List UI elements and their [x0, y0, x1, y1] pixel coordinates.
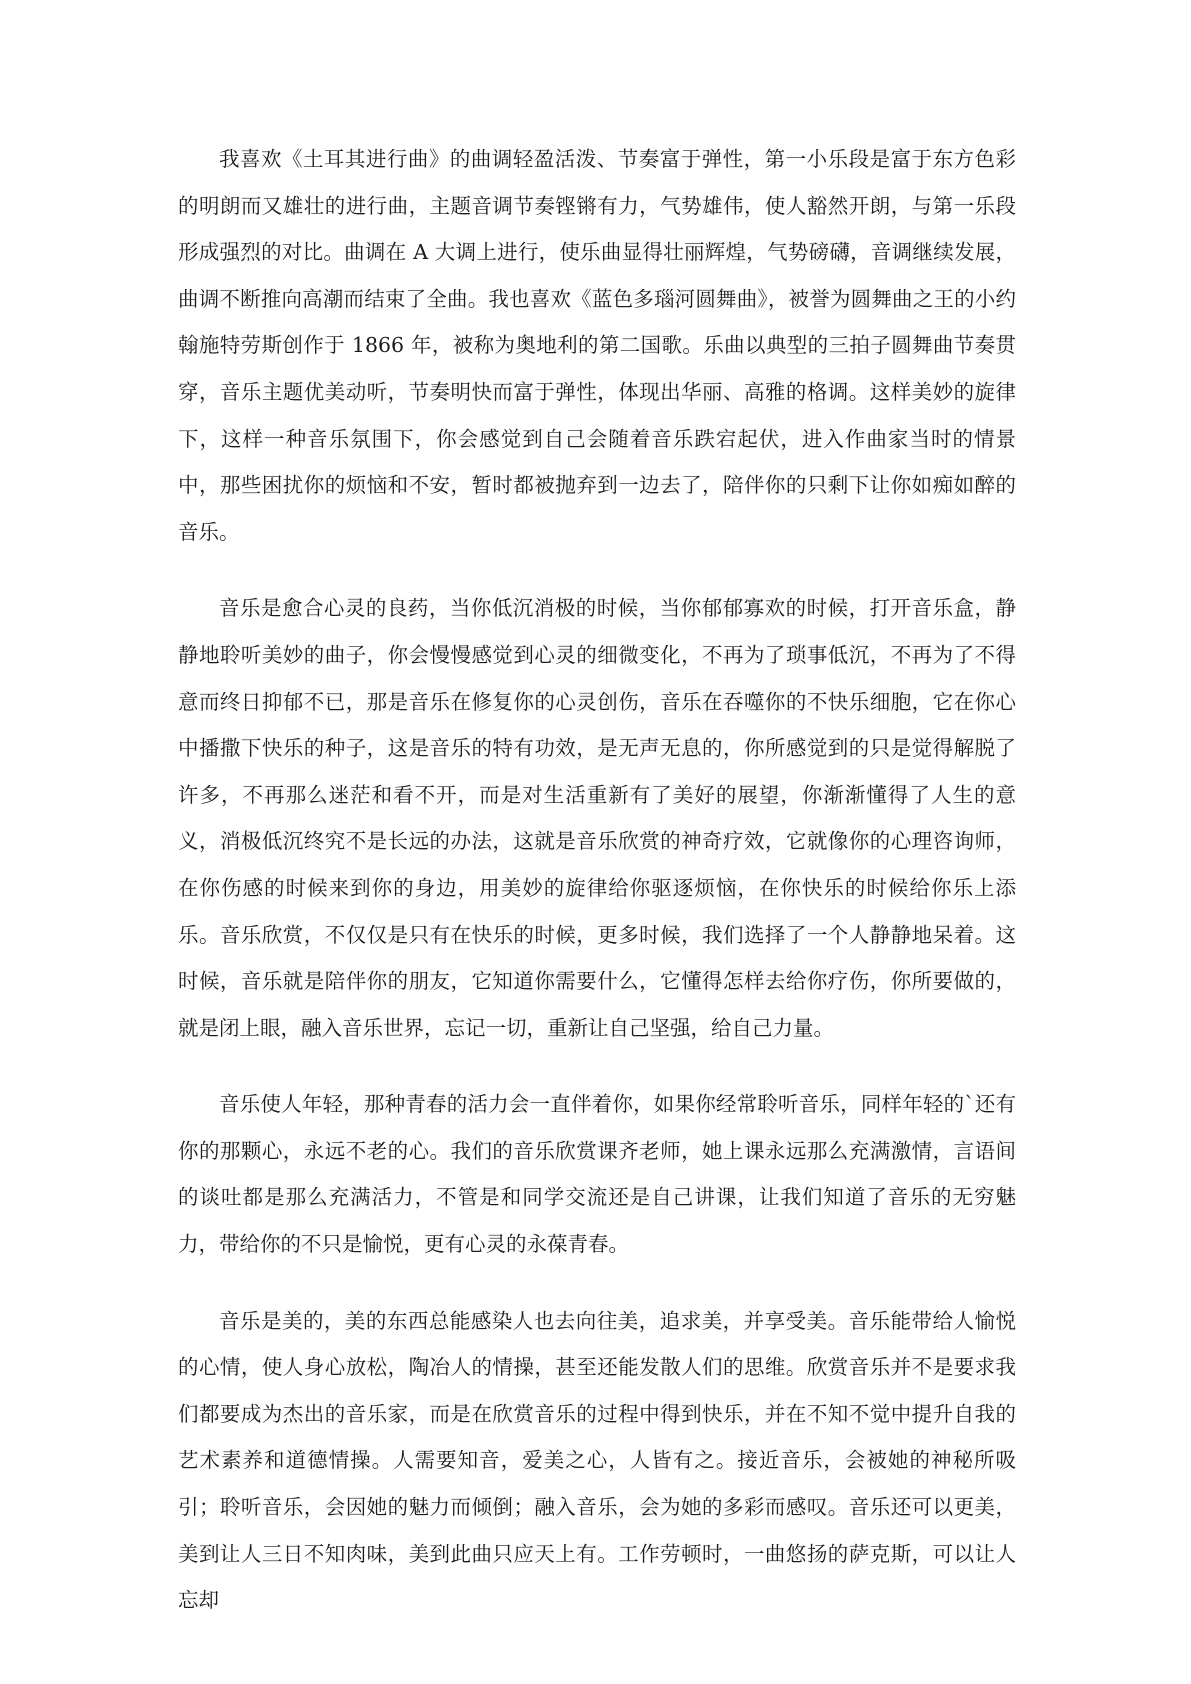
paragraph-music-youth: 音乐使人年轻，那种青春的活力会一直伴着你，如果你经常聆听音乐，同样年轻的`还有你的那颗心，永远不老的心。我们的音乐欣赏课齐老师，她上课永远那么充满激情，言语间的谈吐都是那么充满活力，不管是和同学交流还是自己讲课，让我们知道了音乐的无穷魅力，带给你的不只是愉悦，更有心灵的永葆青春。 — [178, 1092, 1016, 1257]
paragraph-music-beauty: 音乐是美的，美的东西总能感染人也去向往美，追求美，并享受美。音乐能带给人愉悦的心情，使人身心放松，陶冶人的情操，甚至还能发散人们的思维。欣赏音乐并不是要求我们都要成为杰出的音乐家，而是在欣赏音乐的过程中得到快乐，并在不知不觉中提升自我的艺术素养和道德情操。人需要知音，爱美之心，人皆有之。接近音乐，会被她的神秘所吸引；聆听音乐，会因她的魅力而倾倒；融入音乐，会为她的多彩而感叹。音乐还可以更美，美到让人三日不知肉味，美到此曲只应天上有。工作劳顿时，一曲悠扬的萨克斯，可以让人忘却 — [178, 1308, 1016, 1613]
paragraph-music-healing: 音乐是愈合心灵的良药，当你低沉消极的时候，当你郁郁寡欢的时候，打开音乐盒，静静地聆听美妙的曲子，你会慢慢感觉到心灵的细微变化，不再为了琐事低沉，不再为了不得意而终日抑郁不已，那是音乐在修复你的心灵创伤，音乐在吞噬你的不快乐细胞，它在你心中播撒下快乐的种子，这是音乐的特有功效，是无声无息的，你所感觉到的只是觉得解脱了许多，不再那么迷茫和看不开，而是对生活重新有了美好的展望，你渐渐懂得了人生的意义，消极低沉终究不是长远的办法，这就是音乐欣赏的神奇疗效，它就像你的心理咨询师，在你伤感的时候来到你的身边，用美妙的旋律给你驱逐烦恼，在你快乐的时候给你乐上添乐。音乐欣赏，不仅仅是只有在快乐的时候，更多时候，我们选择了一个人静静地呆着。这时候，音乐就是陪伴你的朋友，它知道你需要什么，它懂得怎样去给你疗伤，你所要做的，就是闭上眼，融入音乐世界，忘记一切，重新让自己坚强，给自己力量。 — [178, 596, 1016, 1040]
document-page — [178, 136, 1016, 1654]
paragraph-turkish-march: 我喜欢《土耳其进行曲》的曲调轻盈活泼、节奏富于弹性，第一小乐段是富于东方色彩的明朗而又雄壮的进行曲，主题音调节奏铿锵有力，气势雄伟，使人豁然开朗，与第一乐段形成强烈的对比。曲调在 A 大调上进行，使乐曲显得壮丽辉煌，气势磅礴，音调继续发展，曲调不断推向高潮而结束了全曲。我也喜欢《蓝色多瑙河圆舞曲》，被誉为圆舞曲之王的小约翰施特劳斯创作于 1866 年，被称为奥地利的第二国歌。乐曲以典型的三拍子圆舞曲节奏贯穿，音乐主题优美动听，节奏明快而富于弹性，体现出华丽、高雅的格调。这样美妙的旋律下，这样一种音乐氛围下，你会感觉到自己会随着音乐跌宕起伏，进入作曲家当时的情景中，那些困扰你的烦恼和不安，暂时都被抛弃到一边去了，陪伴你的只剩下让你如痴如醉的音乐。 — [178, 147, 1016, 544]
